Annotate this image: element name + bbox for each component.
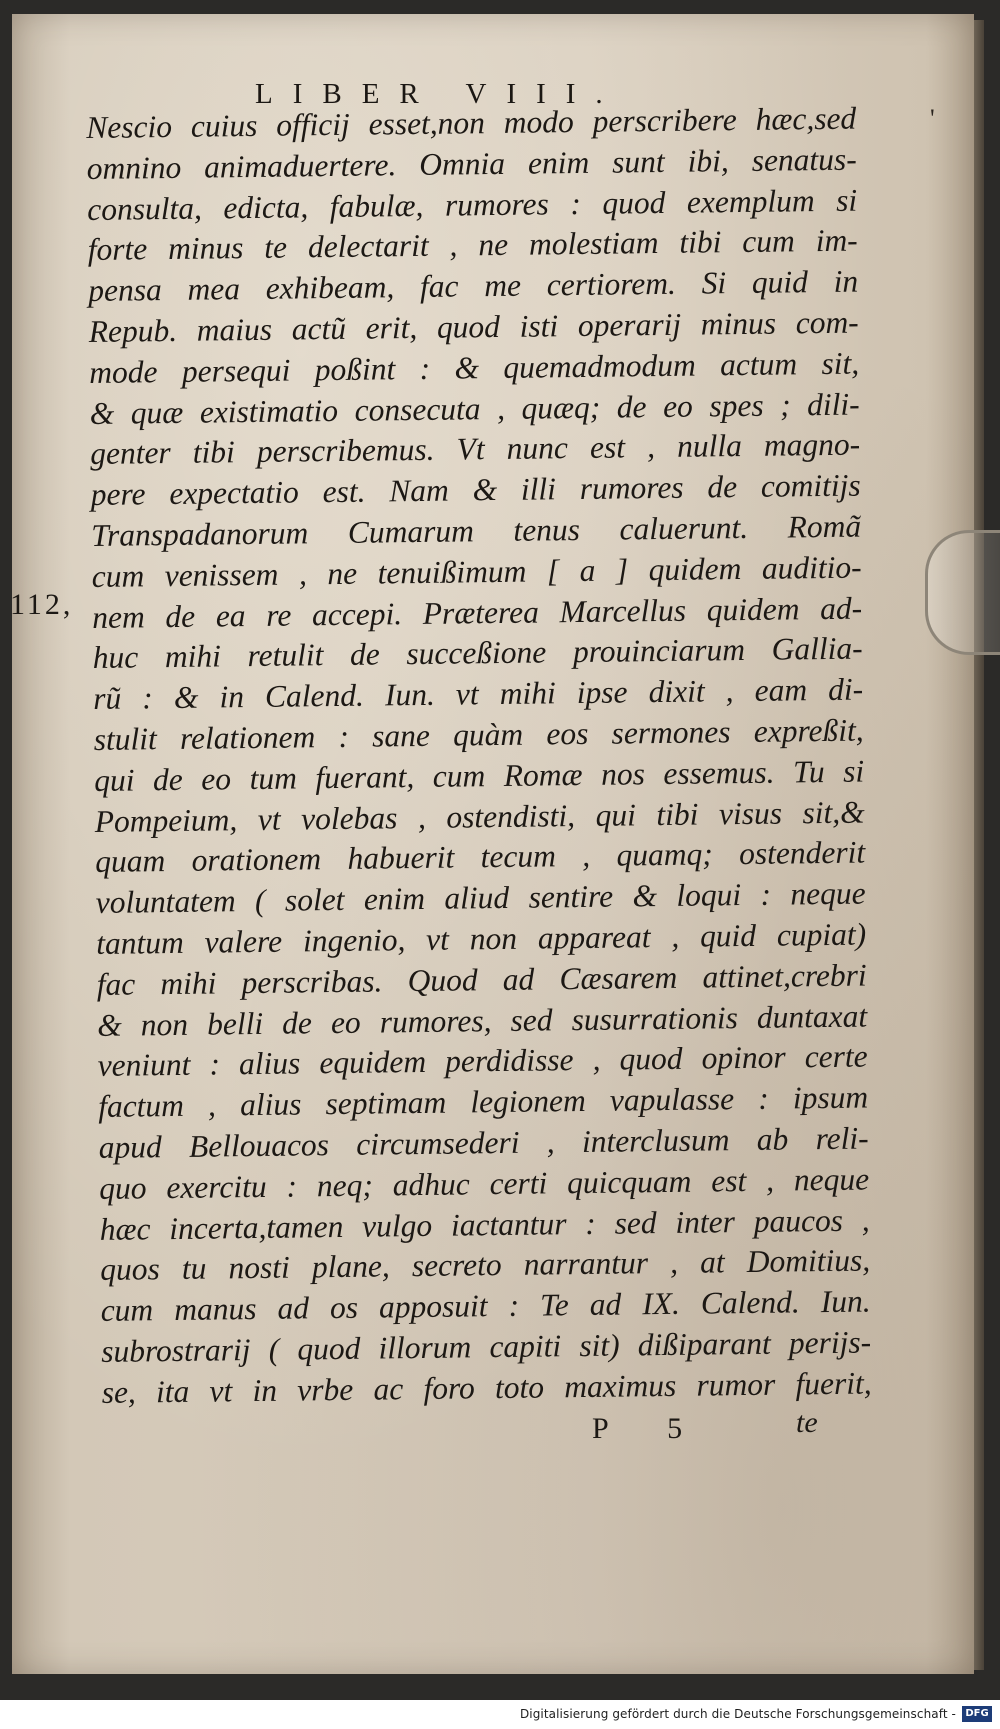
text-line: pere expectatio est. Nam & illi rumores de comitijs	[90, 467, 861, 513]
text-line: hæc incerta,tamen vulgo iactantur : sed inter paucos ,	[99, 1202, 870, 1247]
text-line: quam orationem habuerit tecum , quamq; ostenderit	[94, 834, 866, 880]
text-line: consulta, edicta, fabulæ, rumores : quod exemplum si	[87, 182, 858, 227]
text-line: fac mihi perscribas. Quod ad Cæsarem attinet,crebri	[96, 957, 867, 1002]
dfg-logo-icon: DFG	[962, 1706, 992, 1722]
margin-number: 112,	[10, 588, 74, 621]
text-line: & quæ existimatio consecuta , quæq; de eo spes ; dili-	[89, 386, 860, 431]
running-header: LIBER VIII.	[255, 78, 623, 110]
text-line: genter tibi perscribemus. Vt nunc est , nulla magno-	[90, 426, 861, 472]
corner-mark: '	[930, 104, 935, 133]
text-line: Pompeium, vt volebas , ostendisti, qui tibi visus sit,&	[94, 794, 865, 839]
catchword: te	[796, 1406, 818, 1439]
text-line: se, ita vt in vrbe ac foro toto maximus rumor fuerit,	[101, 1365, 872, 1410]
text-line: stulit relationem : sane quàm eos sermones expreßit,	[93, 712, 864, 757]
text-line: veniunt : alius equidem perdidisse , quod opinor certe	[97, 1038, 868, 1084]
text-line: & non belli de eo rumores, sed susurrationis duntaxat	[96, 998, 868, 1043]
signature-mark: P 5	[592, 1412, 709, 1445]
text-line: omnino animaduertere. Omnia enim sunt ibi, senatus-	[86, 141, 857, 186]
funding-credit: Digitalisierung gefördert durch die Deutsche Forschungsgemeinschaft -	[519, 1707, 956, 1721]
text-line: rũ : & in Calend. Iun. vt mihi ipse dixit , eam di-	[93, 671, 864, 717]
text-line: tantum valere ingenio, vt non appareat , quid cupiat)	[95, 916, 867, 961]
text-line: factum , alius septimam legionem vapulasse : ipsum	[97, 1079, 869, 1125]
text-line: huc mihi retulit de succeßione prouinciarum Gallia-	[92, 630, 863, 676]
text-line: cum manus ad os apposuit : Te ad IX. Calend. Iun.	[100, 1283, 871, 1329]
book-clasp	[925, 530, 1000, 655]
text-line: Repub. maius actũ erit, quod isti operarij minus com-	[88, 304, 859, 349]
text-line: subrostrarij ( quod illorum capiti sit) dißiparant perijs-	[100, 1324, 872, 1369]
text-line: mode persequi poßint : & quemadmodum actum sit,	[89, 345, 860, 390]
text-line: qui de eo tum fuerant, cum Romæ nos essemus. Tu si	[93, 753, 865, 798]
text-line: quos tu nosti plane, secreto narrantur , at Domitius,	[99, 1242, 871, 1288]
text-line: quo exercitu : neq; adhuc certi quicquam est , neque	[98, 1161, 870, 1206]
text-line: Transpadanorum Cumarum tenus caluerunt. Romã	[91, 508, 862, 553]
text-line: pensa mea exhibeam, fac me certiorem. Si quid in	[88, 263, 859, 309]
body-text	[86, 99, 872, 1414]
text-line: voluntatem ( solet enim aliud sentire & loqui : neque	[95, 875, 866, 921]
text-line: apud Bellouacos circumsederi , interclusum ab reli-	[98, 1120, 869, 1165]
text-line: forte minus te delectarit , ne molestiam tibi cum im-	[87, 222, 858, 268]
text-line: cum venissem , ne tenuißimum [ a ] quidem auditio-	[91, 549, 862, 594]
text-line: Nescio cuius officij esset,non modo perscribere hæc,sed	[86, 100, 857, 145]
text-line: nem de ea re accepi. Præterea Marcellus quidem ad-	[92, 590, 863, 635]
